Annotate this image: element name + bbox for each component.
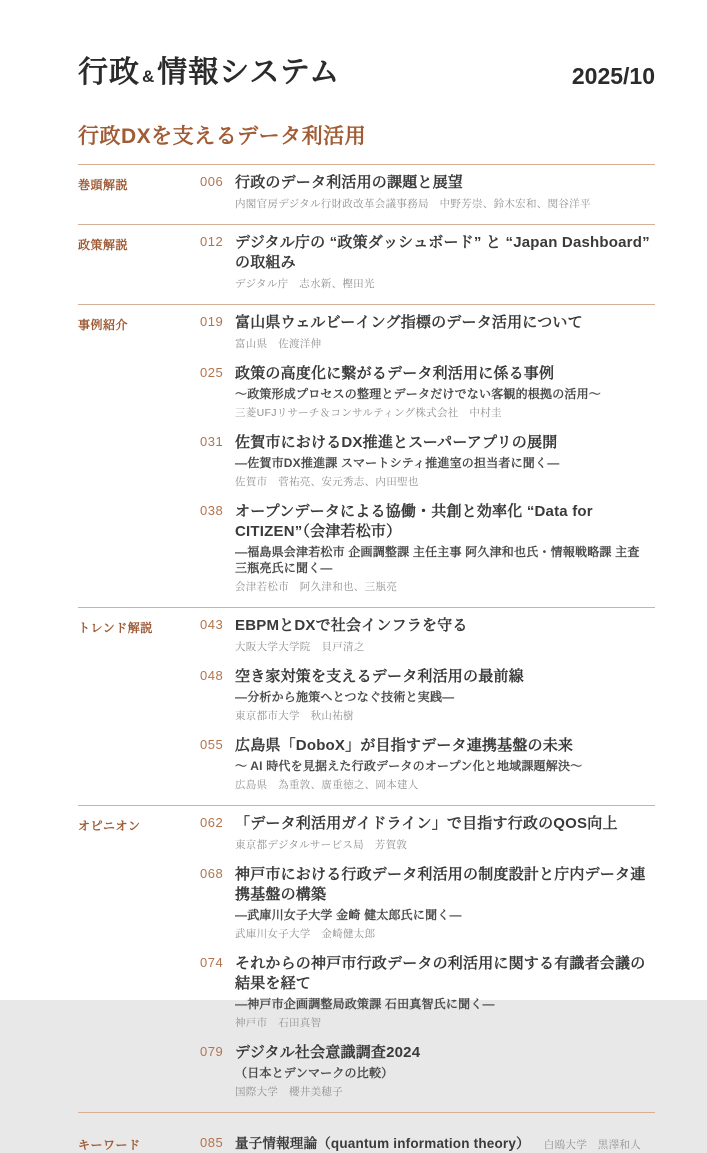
article-subtitle: ～政策形成プロセスの整理とデータだけでない客観的根拠の活用～ [235, 387, 602, 401]
category-label: キーワード [78, 1138, 141, 1152]
entry-content [235, 736, 655, 792]
toc [78, 164, 655, 1153]
category-label [78, 954, 200, 1030]
page-number: 085 [200, 1135, 224, 1150]
toc-entry [78, 954, 655, 1030]
category-label: トレンド解説 [78, 621, 153, 635]
page-number: 079 [200, 1044, 224, 1059]
toc-entry [78, 433, 655, 489]
article-authors: 東京都市大学 秋山祐樹 [235, 710, 354, 722]
toc-section [78, 164, 655, 211]
article-authors: 広島県 為重敦、廣重徳之、岡本建人 [235, 779, 419, 791]
article-authors: 三菱UFJリサーチ＆コンサルティング株式会社 中村圭 [235, 407, 502, 419]
page-number: 038 [200, 503, 224, 518]
article-authors: 内閣官房デジタル行財政改革会議事務局 中野芳崇、鈴木宏和、関谷洋平 [235, 198, 591, 210]
toc-entry [78, 364, 655, 420]
toc-entry [78, 502, 655, 594]
category-label [78, 667, 200, 723]
entry-content [235, 502, 655, 594]
article-authors: 佐賀市 菅祐亮、安元秀志、内田聖也 [235, 476, 419, 488]
article-title: 佐賀市におけるDX推進とスーパーアプリの展開 [235, 434, 558, 451]
toc-section [78, 607, 655, 792]
entry-content [235, 1135, 655, 1153]
page-number: 043 [200, 617, 224, 632]
entry-content [235, 667, 655, 723]
page-number: 019 [200, 314, 224, 329]
article-title: 「データ利活用ガイドライン」で目指す行政のQOS向上 [235, 815, 618, 832]
page-number: 068 [200, 866, 224, 881]
article-title: 行政のデータ利活用の課題と展望 [235, 174, 464, 191]
article-authors: 白鴎大学 黒澤和人 [543, 1139, 641, 1151]
toc-entry [78, 1043, 655, 1099]
article-title: 富山県ウェルビーイング指標のデータ活用について [235, 314, 583, 331]
entry-content [235, 865, 655, 941]
toc-entry [78, 233, 655, 291]
article-authors: 会津若松市 阿久津和也、三瓶亮 [235, 581, 397, 593]
article-title: デジタル庁の “政策ダッシュボード” と “Japan Dashboard” の取組み [235, 234, 650, 271]
article-subtitle: （日本とデンマークの比較） [235, 1066, 394, 1080]
article-authors: 大阪大学大学院 貝戸清之 [235, 641, 365, 653]
entry-content [235, 233, 655, 291]
masthead [78, 58, 655, 88]
article-authors: 国際大学 櫻井美穂子 [235, 1086, 343, 1098]
article-subtitle: ―佐賀市DX推進課 スマートシティ推進室の担当者に聞く― [235, 456, 560, 470]
category-label: 巻頭解説 [78, 178, 129, 192]
page-number: 025 [200, 365, 224, 380]
article-authors: デジタル庁 志水新、樫田光 [235, 278, 375, 290]
category-label [78, 736, 200, 792]
entry-content [235, 313, 655, 351]
entry-content [235, 954, 655, 1030]
page-number: 074 [200, 955, 224, 970]
toc-entry [78, 667, 655, 723]
category-label [78, 364, 200, 420]
entry-content [235, 814, 655, 852]
article-authors: 富山県 佐渡洋伸 [235, 338, 322, 350]
toc-entry [78, 814, 655, 852]
article-subtitle: ～ AI 時代を見据えた行政データのオープン化と地域課題解決～ [235, 759, 583, 773]
article-title: それからの神戸市行政データの利活用に関する有識者会議の結果を経て [235, 955, 646, 992]
ampersand: & [142, 67, 156, 86]
article-subtitle: ―武庫川女子大学 金崎 健太郎氏に聞く― [235, 908, 462, 922]
entry-content [235, 433, 655, 489]
category-label [78, 865, 200, 941]
article-title: 空き家対策を支えるデータ利活用の最前線 [235, 668, 524, 685]
toc-section [78, 805, 655, 1099]
toc-entry [78, 1135, 655, 1153]
article-title: 量子情報理論（quantum information theory） [235, 1136, 530, 1151]
entry-content [235, 616, 655, 654]
magazine-title-left: 行政 [78, 56, 140, 89]
article-authors: 武庫川女子大学 金崎健太郎 [235, 928, 376, 940]
page-number: 055 [200, 737, 224, 752]
page-number: 012 [200, 234, 224, 249]
article-title: 政策の高度化に繋がるデータ利活用に係る事例 [235, 365, 555, 382]
category-label: 政策解説 [78, 238, 129, 252]
magazine-title-right: 情報システム [157, 56, 341, 89]
toc-entry [78, 736, 655, 792]
entry-content [235, 1043, 655, 1099]
category-label [78, 502, 200, 594]
feature-title: 行政DXを支えるデータ利活用 [78, 125, 367, 148]
entry-content [235, 173, 655, 211]
toc-entry [78, 865, 655, 941]
category-label: オピニオン [78, 819, 141, 833]
toc-entry [78, 616, 655, 654]
toc-section [78, 304, 655, 594]
article-title: オープンデータによる協働・共創と効率化 “Data for CITIZEN”（会津若松市） [235, 503, 593, 540]
article-subtitle: ―分析から施策へとつなぐ技術と実践― [235, 690, 455, 704]
article-title: 広島県「DoboX」が目指すデータ連携基盤の未来 [235, 737, 574, 754]
category-label [78, 433, 200, 489]
page-number: 031 [200, 434, 224, 449]
issue-date: 2025/10 [571, 63, 655, 89]
article-authors: 東京都デジタルサービス局 芳賀敦 [235, 839, 408, 851]
article-title: 神戸市における行政データ利活用の制度設計と庁内データ連携基盤の構築 [235, 866, 646, 903]
toc-entry [78, 173, 655, 211]
toc-entry [78, 313, 655, 351]
article-title: デジタル社会意識調査2024 [235, 1044, 421, 1061]
toc-section [78, 1112, 655, 1153]
page-number: 062 [200, 815, 224, 830]
article-title: EBPMとDXで社会インフラを守る [235, 617, 468, 634]
page-number: 006 [200, 174, 224, 189]
toc-section [78, 224, 655, 291]
entry-content [235, 364, 655, 420]
page-number: 048 [200, 668, 224, 683]
article-subtitle: ―福島県会津若松市 企画調整課 主任主事 阿久津和也氏・情報戦略課 主査 三瓶亮氏に聞く― [235, 545, 640, 575]
category-label [78, 1043, 200, 1099]
category-label: 事例紹介 [78, 318, 129, 332]
magazine-title [78, 58, 340, 88]
article-subtitle: ―神戸市企画調整局政策課 石田真智氏に聞く― [235, 997, 495, 1011]
article-authors: 神戸市 石田真智 [235, 1017, 322, 1029]
